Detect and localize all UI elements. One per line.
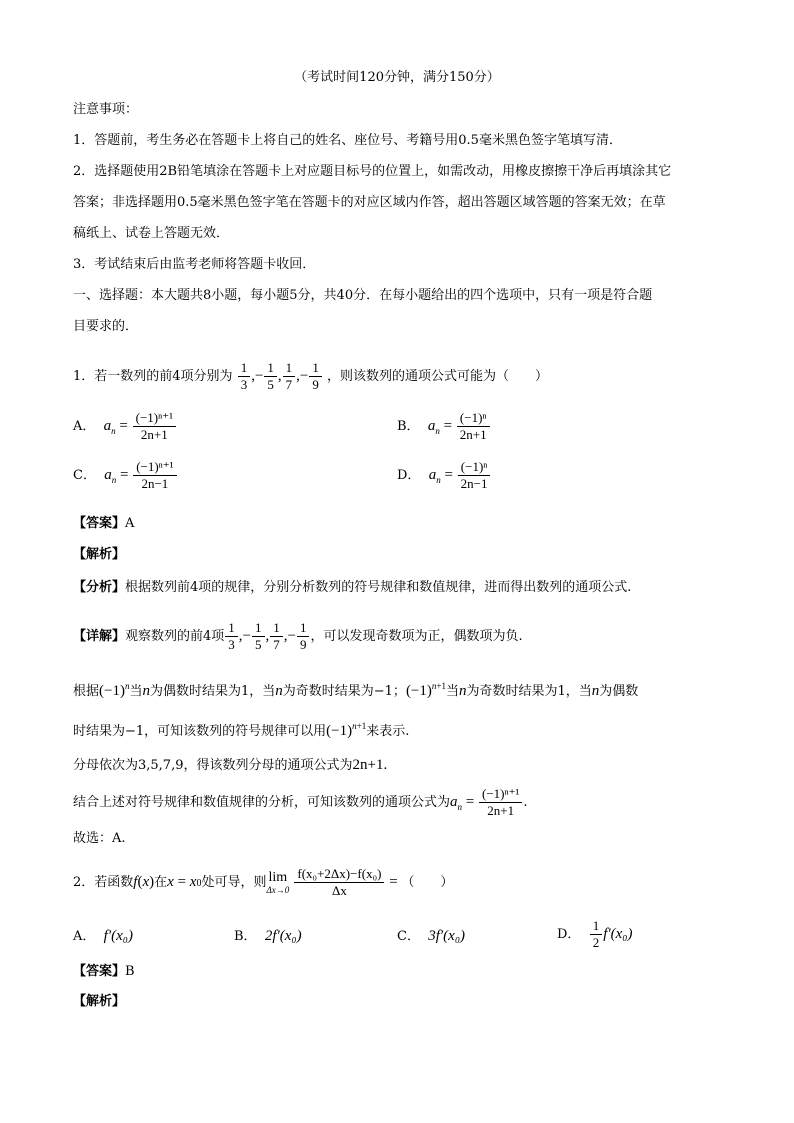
q1-sign-rule-line-2: 时结果为−1，可知该数列的符号规律可以用$(-1)^{n+1}$来表示. [73,721,410,739]
notice-title: 注意事项： [73,102,139,117]
notice-item-2-line-3: 稿纸上、试卷上答题无效． [73,226,230,241]
q1-seq-term-2: $\frac{1}{5}$ [264,360,277,393]
section-heading-line-2: 目要求的． [73,319,139,334]
q1-option-c: C． $a_n$ = $\frac{\text{(−1)ⁿ⁺¹}}{2n-1}$ [73,459,178,492]
q1-fenxi: 【分析】根据数列前4项的规律，分别分析数列的符号规律和数值规律，进而得出数列的通项公式. [73,580,632,595]
q1-stem-post: ，则该数列的通项公式可能为（ ） [327,369,549,384]
q1-seq-term-4: $\frac{1}{9}$ [309,360,322,393]
q1-sign-rule-line-1: 根据$(-1)^n$当n为偶数时结果为1，当n为奇数时结果为−1；$(-1)^{n+1}$当n为奇数时结果为1，当n为偶数 [73,681,639,699]
q1-stem-pre: 1．若一数列的前4项分别为 [73,369,233,384]
q2-stem: 2．若函数f(x)在x = x0处可导，则 lim Δx→0 $\frac{\text{f(x₀+2Δx)−f(x₀)}}{\Delta x}$ = （ ） [73,866,454,898]
q1-stem: 1．若一数列的前4项分别为 $\frac{1}{3}$ ,− $\frac{1}{5}$ , $\frac{1}{7}$ ,− $\frac{1}{9}$ ，则该数列的通项公式可能为（ ） [73,360,549,392]
q1-formula-conclusion: 结合上述对符号规律和数值规律的分析，可知该数列的通项公式为$a_n$ = $\frac{\text{(−1)ⁿ⁺¹}}{2n+1}$ . [73,786,528,818]
q2-option-d: D． $\frac{1}{2}$ f′(x₀) [557,918,633,950]
notice-item-1: 1．答题前，考生务必在答题卡上将自己的姓名、座位号、考籍号用0.5毫米黑色签字笔填写清． [73,133,622,148]
notice-item-2-line-1: 2．选择题使用2B铅笔填涂在答题卡上对应题目标号的位置上，如需改动，用橡皮擦擦干净后再填涂其它 [73,164,672,179]
q1-denominator-rule: 分母依次为3,5,7,9，得该数列分母的通项公式为2n+1. [73,757,388,773]
q1-option-b: B． $a_n$ = $\frac{\text{(−1)ⁿ}}{2n+1}$ [397,410,491,443]
time-note: （考试时间120分钟，满分150分） [294,70,500,85]
q1-xiangjie: 【详解】观察数列的前4项 $\frac{1}{3}$ ,− $\frac{1}{5}$ , $\frac{1}{7}$ ,− $\frac{1}{9}$ ，可以发现奇数项为正，偶数项为负. [73,620,523,652]
section-heading-line-1: 一、选择题：本大题共8小题，每小题5分，共40分．在每小题给出的四个选项中，只有一项是符合题 [73,288,653,303]
q1-seq-term-1: $\frac{1}{3}$ [238,360,251,393]
q2-option-b: B． 2f′(x₀) [234,928,302,944]
q2-analysis-tag: 【解析】 [73,994,126,1009]
q1-seq-term-3: $\frac{1}{7}$ [283,360,296,393]
q2-option-c: C． 3f′(x₀) [397,928,466,944]
q2-option-a: A． f′(x₀) [73,928,133,944]
q2-answer: 【答案】B [73,964,135,979]
q1-option-a: A． $a_n$ = $\frac{\text{(−1)ⁿ⁺¹}}{2n+1}$ [73,410,177,443]
notice-item-3: 3．考试结束后由监考老师将答题卡收回． [73,257,316,272]
notice-item-2-line-2: 答案；非选择题用0.5毫米黑色签字笔在答题卡的对应区域内作答，超出答题区域答题的答案无效；在草 [73,195,666,210]
q1-choice: 故选：A. [73,831,126,846]
q1-answer: 【答案】A [73,516,135,531]
q1-option-d: D． $a_n$ = $\frac{\text{(−1)ⁿ}}{2n-1}$ [397,459,492,492]
q1-analysis-tag: 【解析】 [73,547,126,562]
